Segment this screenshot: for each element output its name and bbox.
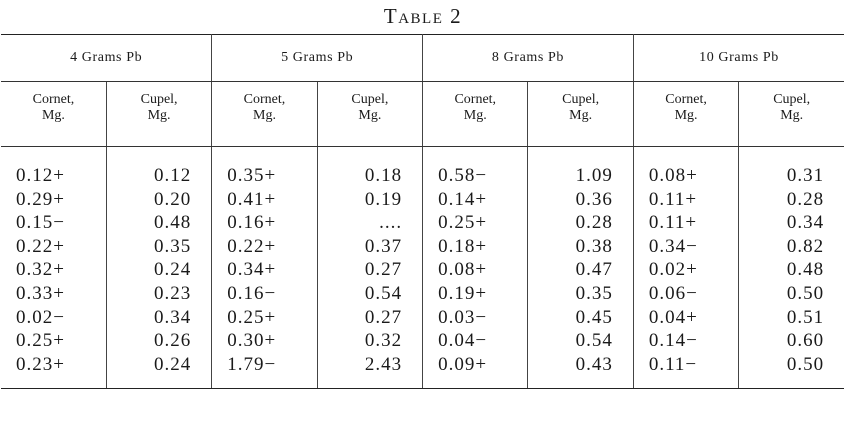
cornet-cell: 0.30+: [227, 330, 277, 352]
cupel-cell: 0.28: [528, 211, 633, 235]
cupel-cell: 0.37: [317, 235, 422, 259]
cupel-cell: 0.26: [106, 329, 211, 353]
cornet-cell: 0.25+: [16, 330, 65, 352]
cupel-label: Cupel,: [140, 92, 178, 107]
cornet-cell: 0.14−: [648, 330, 698, 352]
cupel-unit: Mg.: [780, 108, 804, 123]
sub-header-cupel: [317, 82, 422, 147]
cupel-cell: 0.24: [106, 353, 211, 389]
cupel-cell: 0.24: [106, 258, 211, 282]
sub-header-cornet: [423, 82, 528, 147]
cupel-cell: 0.60: [739, 329, 844, 353]
cornet-cell: 0.16−: [227, 282, 277, 304]
cupel-cell: 0.19: [317, 188, 422, 212]
cupel-cell: 1.09: [528, 147, 633, 188]
cornet-cell: 0.32+: [16, 259, 65, 281]
cornet-cell: 0.09+: [423, 353, 528, 389]
cupel-cell: 0.50: [739, 282, 844, 306]
cupel-cell: 0.45: [528, 306, 633, 330]
cupel-cell: 2.43: [317, 353, 422, 389]
cupel-cell: 0.54: [528, 329, 633, 353]
cornet-unit: Mg.: [41, 108, 65, 123]
cornet-cell: 0.19+: [438, 282, 488, 304]
cupel-cell: 0.38: [528, 235, 633, 259]
sub-header-cornet: [1, 82, 106, 147]
cupel-unit: Mg.: [569, 108, 593, 123]
cornet-label: Cornet,: [665, 92, 707, 107]
cornet-cell: 1.79−: [212, 353, 317, 389]
cornet-label: Cornet,: [454, 92, 497, 107]
cupel-cell: 0.54: [317, 282, 422, 306]
sub-header-cupel: [528, 82, 633, 147]
cornet-cell: 0.25+: [227, 306, 277, 328]
cornet-cell: 0.04−: [438, 330, 488, 352]
group-header-4g: 4 Grams Pb: [1, 35, 212, 82]
cupel-cell: 0.20: [106, 188, 211, 212]
table-row: [1, 211, 844, 235]
table-row: [1, 147, 844, 188]
table-body: [1, 147, 844, 389]
group-header-row: [1, 35, 844, 82]
table-row: [1, 188, 844, 212]
cupel-cell: 0.34: [106, 306, 211, 330]
cupel-label: Cupel,: [351, 92, 389, 107]
cupel-cell: 0.47: [528, 258, 633, 282]
table-row: [1, 329, 844, 353]
cornet-cell: 0.16+: [227, 212, 277, 234]
cornet-label: Cornet,: [243, 92, 286, 107]
cornet-cell: 0.29+: [16, 188, 65, 210]
cupel-cell: 0.35: [528, 282, 633, 306]
cupel-cell: 0.51: [739, 306, 844, 330]
cupel-cell: 0.43: [528, 353, 633, 389]
group-header-10g: 10 Grams Pb: [633, 35, 844, 82]
cornet-cell: 0.34−: [648, 235, 698, 257]
cornet-cell: 0.03−: [438, 306, 488, 328]
cupel-cell: 0.18: [317, 147, 422, 188]
table-row: [1, 235, 844, 259]
cornet-cell: 0.35+: [227, 165, 277, 186]
table-caption: Table 2: [383, 4, 463, 28]
sub-header-cupel: [739, 82, 844, 147]
table-row: [1, 258, 844, 282]
group-header-8g: 8 Grams Pb: [423, 35, 634, 82]
cornet-cell: 0.11+: [648, 188, 698, 210]
group-header-5g: 5 Grams Pb: [212, 35, 423, 82]
cupel-cell: 0.50: [739, 353, 844, 389]
cornet-cell: 0.04+: [648, 306, 698, 328]
sub-header-row: [1, 82, 844, 147]
cupel-cell: 0.48: [739, 258, 844, 282]
cornet-cell: 0.08+: [648, 165, 698, 186]
cupel-cell: 0.27: [317, 258, 422, 282]
cupel-cell: 0.36: [528, 188, 633, 212]
sub-header-cornet: [633, 82, 738, 147]
cornet-unit: Mg.: [253, 108, 276, 123]
table-row: [1, 306, 844, 330]
cupel-cell: 0.28: [739, 188, 844, 212]
sub-header-cupel: [106, 82, 211, 147]
cupel-label: Cupel,: [562, 92, 600, 107]
cornet-unit: Mg.: [674, 108, 698, 123]
sub-header-cornet: [212, 82, 317, 147]
cornet-cell: 0.11−: [633, 353, 738, 389]
cupel-cell: 0.32: [317, 329, 422, 353]
cupel-cell: 0.34: [739, 211, 844, 235]
cupel-unit: Mg.: [358, 108, 382, 123]
cornet-cell: 0.22+: [16, 235, 65, 257]
cupel-cell: 0.12: [106, 147, 211, 188]
cupel-cell: ....: [317, 211, 422, 235]
cupel-cell: 0.35: [106, 235, 211, 259]
cornet-cell: 0.06−: [648, 282, 698, 304]
cornet-cell: 0.14+: [438, 188, 488, 210]
cornet-cell: 0.58−: [438, 165, 488, 186]
cupel-cell: 0.27: [317, 306, 422, 330]
cupel-cell: 0.48: [106, 211, 211, 235]
cornet-cell: 0.33+: [16, 282, 65, 304]
cornet-cell: 0.08+: [438, 259, 488, 281]
cupel-label: Cupel,: [773, 92, 811, 107]
table-row: [1, 282, 844, 306]
cornet-cell: 0.34+: [227, 259, 277, 281]
data-table: [1, 34, 844, 389]
cornet-cell: 0.41+: [227, 188, 277, 210]
cornet-cell: 0.12+: [16, 165, 65, 186]
cornet-cell: 0.11+: [648, 212, 698, 234]
cornet-cell: 0.25+: [438, 212, 488, 234]
cupel-cell: 0.31: [739, 147, 844, 188]
table-row: [1, 353, 844, 389]
cornet-cell: 0.18+: [438, 235, 488, 257]
cornet-cell: 0.02+: [648, 259, 698, 281]
cupel-cell: 0.82: [739, 235, 844, 259]
cornet-unit: Mg.: [463, 108, 487, 123]
cornet-cell: 0.02−: [16, 306, 65, 328]
cornet-cell: 0.23+: [1, 353, 106, 389]
cornet-cell: 0.22+: [227, 235, 277, 257]
cornet-cell: 0.15−: [16, 212, 65, 234]
cupel-unit: Mg.: [147, 108, 171, 123]
cupel-cell: 0.23: [106, 282, 211, 306]
cornet-label: Cornet,: [32, 92, 75, 107]
